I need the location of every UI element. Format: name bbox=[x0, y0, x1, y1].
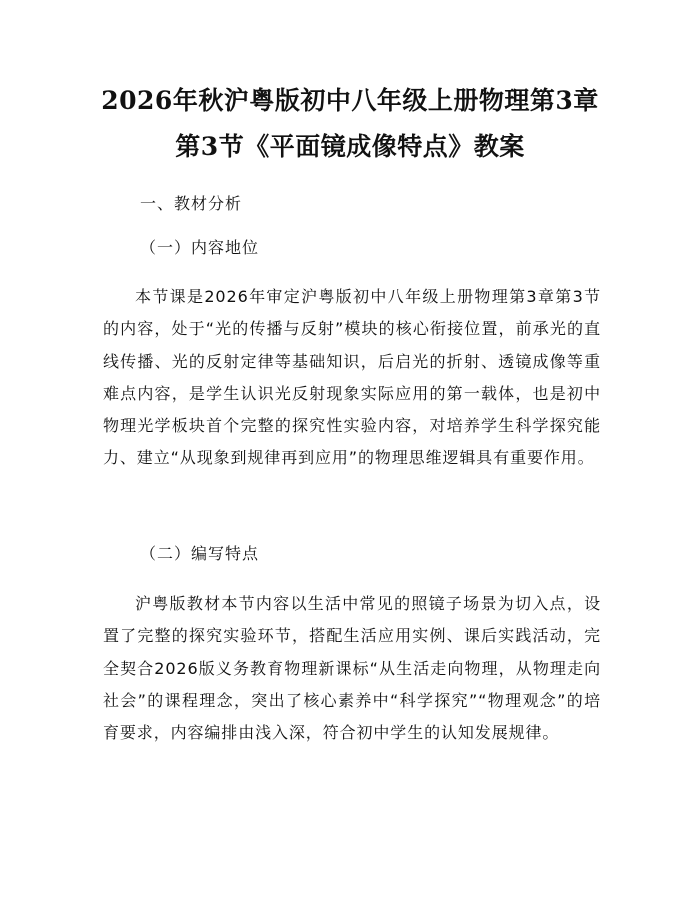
section-heading-textbook-analysis: 一、教材分析 bbox=[140, 194, 243, 213]
subsection-heading-writing-features: （二）编写特点 bbox=[140, 544, 260, 563]
subsection-heading-content-position: （一）内容地位 bbox=[140, 238, 260, 257]
paragraph-writing-features: 沪粤版教材本节内容以生活中常见的照镜子场景为切入点，设置了完整的探究实验环节，搭配生活应用实例、课后实践活动，完全契合2026版义务教育物理新课标“从生活走向物理，从物理走向社会”的课程理念，突出了核心素养中“科学探究”“物理观念”的培育要求，内容编排由浅入深，符合初中学生的认知发展规律。 bbox=[103, 594, 601, 743]
document-title-line-1: 2026年秋沪粤版初中八年级上册物理第3章 bbox=[101, 86, 599, 115]
paragraph-content-position: 本节课是2026年审定沪粤版初中八年级上册物理第3章第3节的内容，处于“光的传播与反射”模块的核心衔接位置，前承光的直线传播、光的反射定律等基础知识，后启光的折射、透镜成像等重难点内容，是学生认识光反射现象实际应用的第一载体，也是初中物理光学板块首个完整的探究性实验内容，对培养学生科学探究能力、建立“从现象到规律再到应用”的物理思维逻辑具有重要作用。 bbox=[103, 287, 601, 468]
document-title-line-2: 第3节《平面镜成像特点》教案 bbox=[175, 132, 525, 161]
